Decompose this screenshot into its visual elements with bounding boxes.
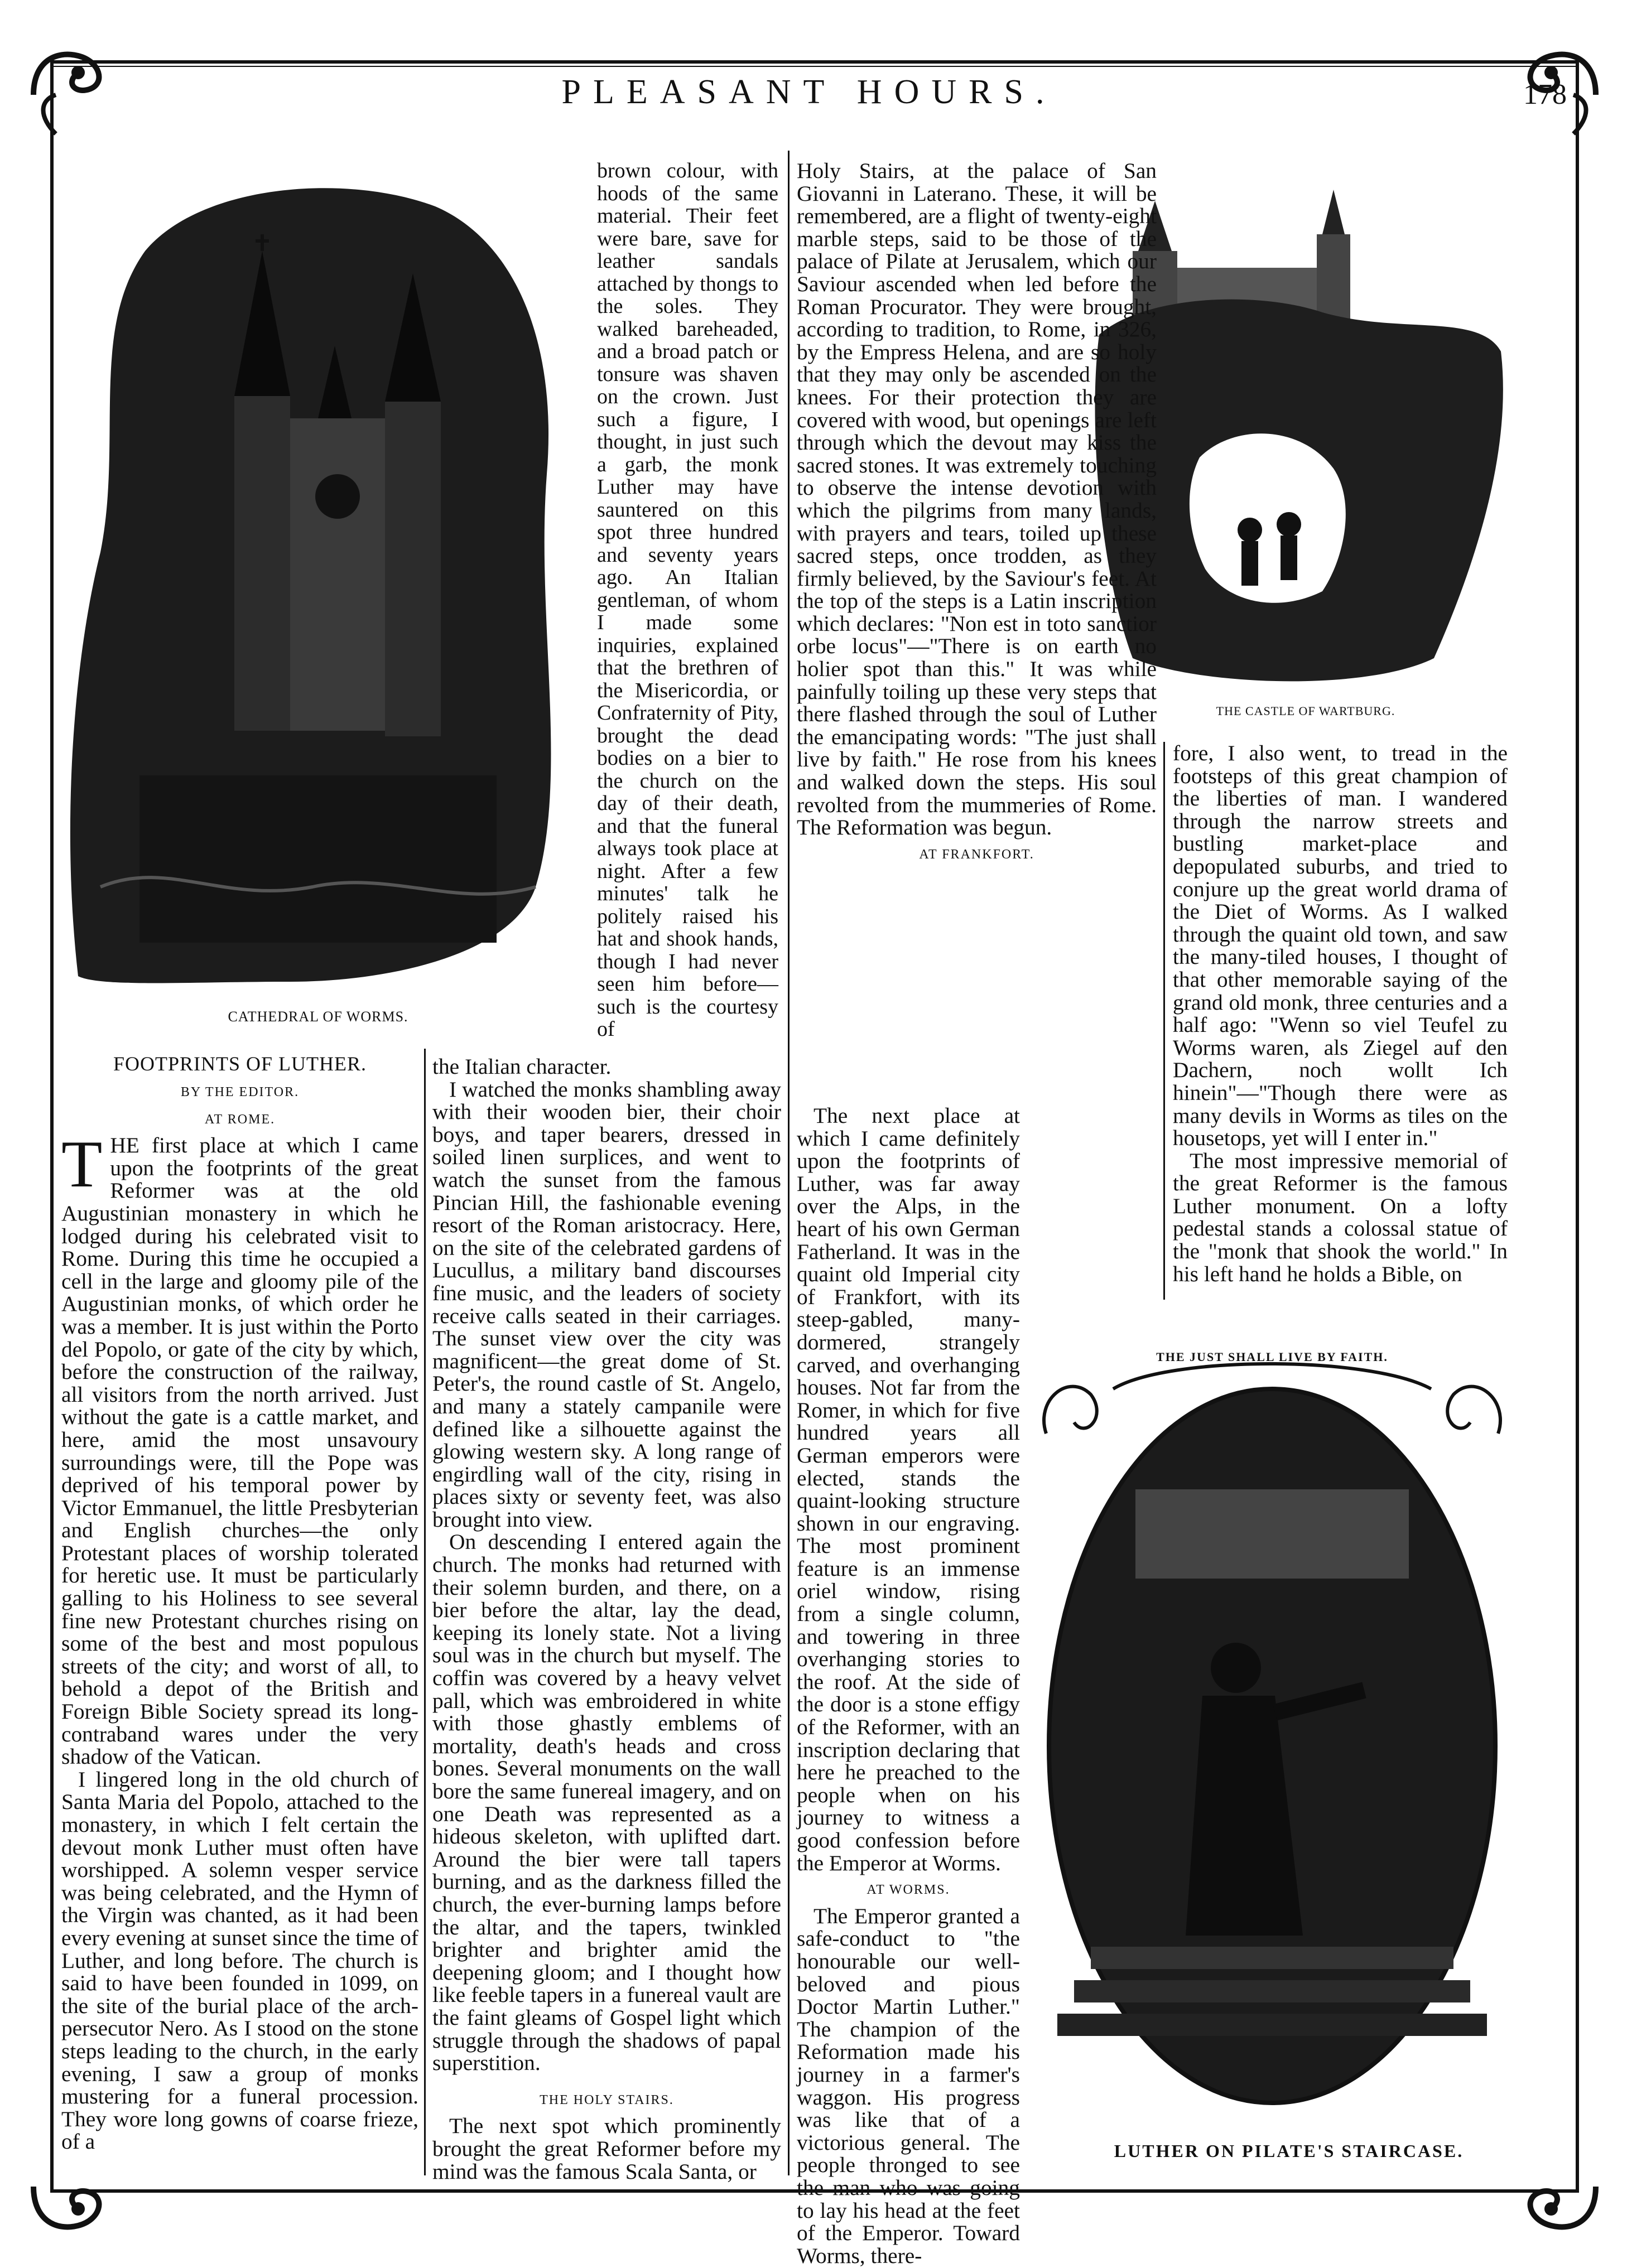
section-heading-frankfort: AT FRANKFORT. <box>919 847 1034 862</box>
section-heading-worms: AT WORMS. <box>867 1883 950 1898</box>
paragraph: I lingered long in the old church of Santa Maria del Popolo, attached to the monastery, in which I felt certain the devout monk Luther must often have worshipped. A solemn vesper service was being celebrated, and the Hymn of the Virgin was chanted, as it had been every evening at sunset since the time of Luther, and long before. The church is said to have been founded in 1099, on the site of the burial place of the arch-persecutor Nero. As I stood on the stone steps leading to the church, in the early evening, I saw a group of monks mustering for a funeral procession. They wore long gowns of coarse frieze, of a <box>61 1767 418 2154</box>
column-1 <box>61 1077 418 2153</box>
border-right <box>1576 60 1579 2193</box>
byline: BY THE EDITOR. <box>180 1085 300 1099</box>
border-top-inner <box>50 66 1579 67</box>
paragraph: The most impressive memorial of the great Reformer is the famous Luther monument. On a lofty pedestal stands a colossal statue of the "monk that shook the world." In his left hand he holds a Bible, on <box>1173 1148 1508 1286</box>
section-heading-rome: AT ROME. <box>204 1112 276 1127</box>
cathedral-of-worms-engraving <box>56 162 580 987</box>
column-2-top-text <box>597 160 778 1041</box>
column-rule-3 <box>1163 742 1165 1300</box>
corner-ornament-top-left <box>22 39 128 145</box>
column-3-lower <box>797 1104 1020 2267</box>
column-rule-1 <box>424 1049 426 2175</box>
paragraph: The next place at which I came definitely upon the footprints of Luther, was far away over the Alps, in the heart of his own German Fatherland. It was in the quaint old Imperial city of Frankfort, with its steep-gabled, many-dormered, strangely carved, and overhanging houses. Not far from the Romer, in which for five hundred years all German emperors were elected, stands the quaint-looking structure shown in our engraving. The most prominent feature is an immense oriel window, rising from a single column, and towering in three overhanging stories to the roof. At the side of the door is a stone effigy of the Reformer, with an inscription declaring that here he preached to the people when on his journey to witness a good confession before the Emperor at Worms. <box>797 1103 1020 1875</box>
article-title: FOOTPRINTS OF LUTHER. <box>113 1053 367 1075</box>
luther-banner-text: THE JUST SHALL LIVE BY FAITH. <box>1156 1350 1388 1364</box>
column-3 <box>797 160 1157 869</box>
column-rule-2 <box>788 151 790 2175</box>
paragraph: the Italian character. <box>432 1054 612 1079</box>
paragraph: THE first place at which I came upon the footprints of the great Reformer was at the old Augustinian monastery in which he lodged during his celebrated visit to Rome. During this time he occupied a cell in the large and gloomy pile of the Augustinian monks, of which order he was a member. It is just within the Porto del Popolo, or gate of the city by which, before the construction of the railway, all visitors from the north arrived. Just without the gate is a cattle market, and here, amid the most unsavoury surroundings were, till the Pope was deprived of his temporal power by Victor Emmanuel, the little Presbyterian and English churches—the only Protestant places of worship tolerated for heretic use. It must be particularly galling to his Holiness to see several fine new Protestant churches rising on some of the best and most populous streets of the city; and worst of all, to behold a depot of the British and Foreign Bible Society spread its long-contraband wares under the very shadow of the Vatican. <box>61 1127 418 1769</box>
border-top <box>50 60 1579 64</box>
paragraph: I watched the monks shambling away with their wooden bier, their choir boys, and taper bearers, dressed in soiled linen surplices, and went to watch the sunset from the famous Pincian Hill, the fashionable evening resort of the Roman aristocracy. Here, on the site of the celebrated gardens of Lucullus, a military band discourses fine music, and the leaders of society receive calls seated in their carriages. The sunset view over the city was magnificent—the great dome of St. Peter's, the round castle of St. Angelo, and many a stately campanile were defined like a silhouette against the glowing western sky. A long range of engirdling wall of the city, rising in places sixty or seventy feet, was also brought into view. <box>432 1077 781 1532</box>
section-heading-holy-stairs: THE HOLY STAIRS. <box>540 2092 674 2107</box>
paragraph: The Emperor granted a safe-conduct to "the honourable our well-beloved and pious Doctor Martin Luther." The champion of the Reformation made his journey in a farmer's waggon. His progress was like that of a victorious general. The people thronged to see the man who was going to lay his head at the feet of the Emperor. Toward Worms, there- <box>797 1903 1020 2268</box>
border-left <box>50 60 54 2193</box>
luther-staircase-caption: LUTHER ON PILATE'S STAIRCASE. <box>1114 2141 1464 2161</box>
column-2 <box>432 1055 781 2183</box>
wartburg-caption: THE CASTLE OF WARTBURG. <box>1216 704 1395 718</box>
paragraph: brown colour, with hoods of the same material. Their feet were bare, save for leather sandals attached by thongs to the soles. They walked bareheaded, and a broad patch or tonsure was shaven on the crown. Just such a figure, I thought, in just such a garb, the monk Luther may have sauntered on this spot three hundred and seventy years ago. An Italian gentleman, of whom I made some inquiries, explained that the brethren of the Misericordia, or Confraternity of Pity, brought the dead bodies on a bier to the church on the day of their death, and that the funeral always took place at night. After a few minutes' talk he politely raised his hat and shook hands, though I had never seen him before—such is the courtesy of <box>597 159 778 1041</box>
paragraph: Holy Stairs, at the palace of San Giovanni in Laterano. These, it will be remembered, are a flight of twenty-eight marble steps, said to be those of the palace of Pilate at Jerusalem, which our Saviour ascended when led before the Roman Procurator. They were brought, according to tradition, to Rome, in 326, by the Empress Helena, and are so holy that they may only be ascended on the knees. For their protection they are covered with wood, but openings are left through which the devout may kiss the sacred stones. It was extremely touching to observe the intense devotion with which the pilgrims from many lands, with prayers and tears, toiled up these sacred steps, once trodden, as they firmly believed, by the Saviour's feet. At the top of the steps is a Latin inscription which declares: "Non est in toto sanctior orbe locus"—"There is on earth no holier spot than this." It was while painfully toiling up these very steps that there flashed through the soul of Luther the emancipating words: "The just shall live by faith." He rose from his knees and walked down the steps. His soul revolted from the mummeries of Rome. The Reformation was begun. <box>797 158 1157 840</box>
paragraph: fore, I also went, to tread in the footsteps of this great champion of the liberties of man. I wandered through the narrow streets and bustling market-place and depopulated suburbs, and tried to conjure up the great world drama of the Diet of Worms. As I walked through the quaint old town, and saw the many-tiled houses, I thought of that other memorable saying of the grand old monk, three centuries and a half ago: "Wenn so viel Teufel zu Worms waren, als Ziegel auf den Dachern, noch wollt Ich hinein"—"Though there were as many devils in Worms as tiles on the housetops, yet will I enter in." <box>1173 741 1508 1151</box>
running-header: PLEASANT HOURS. <box>561 73 1057 111</box>
page-number: 178 <box>1523 79 1567 110</box>
corner-ornament-bottom-right <box>1501 2136 1607 2242</box>
drop-cap: T <box>61 1127 103 1201</box>
column-4 <box>1173 742 1508 1285</box>
paragraph: The next spot which prominently brought the great Reformer before my mind was the famous Scala Santa, or <box>432 2113 781 2184</box>
luther-on-pilates-staircase-engraving <box>1024 1322 1520 2136</box>
cathedral-caption: CATHEDRAL OF WORMS. <box>228 1008 408 1025</box>
paragraph: On descending I entered again the church. The monks had returned with their solemn burden, and there, on a bier before the altar, lay the dead, keeping its lonely state. Not a living soul was in the church but myself. The coffin was covered by a heavy velvet pall, which was embroidered in white with those ghastly emblems of mortality, death's heads and cross bones. Several monuments on the wall bore the same funereal imagery, and on one Death was represented as a hideous skeleton, with uplifted dart. Around the bier were tall tapers burning, and as the darkness filled the church, the ever-burning lamps before the altar, and the tapers, twinkled brighter and brighter amid the deepening gloom; and I thought how like feeble tapers in a funereal vault are the faint gleams of Gospel light which struggle through the shadows of papal superstition. <box>432 1529 781 2076</box>
